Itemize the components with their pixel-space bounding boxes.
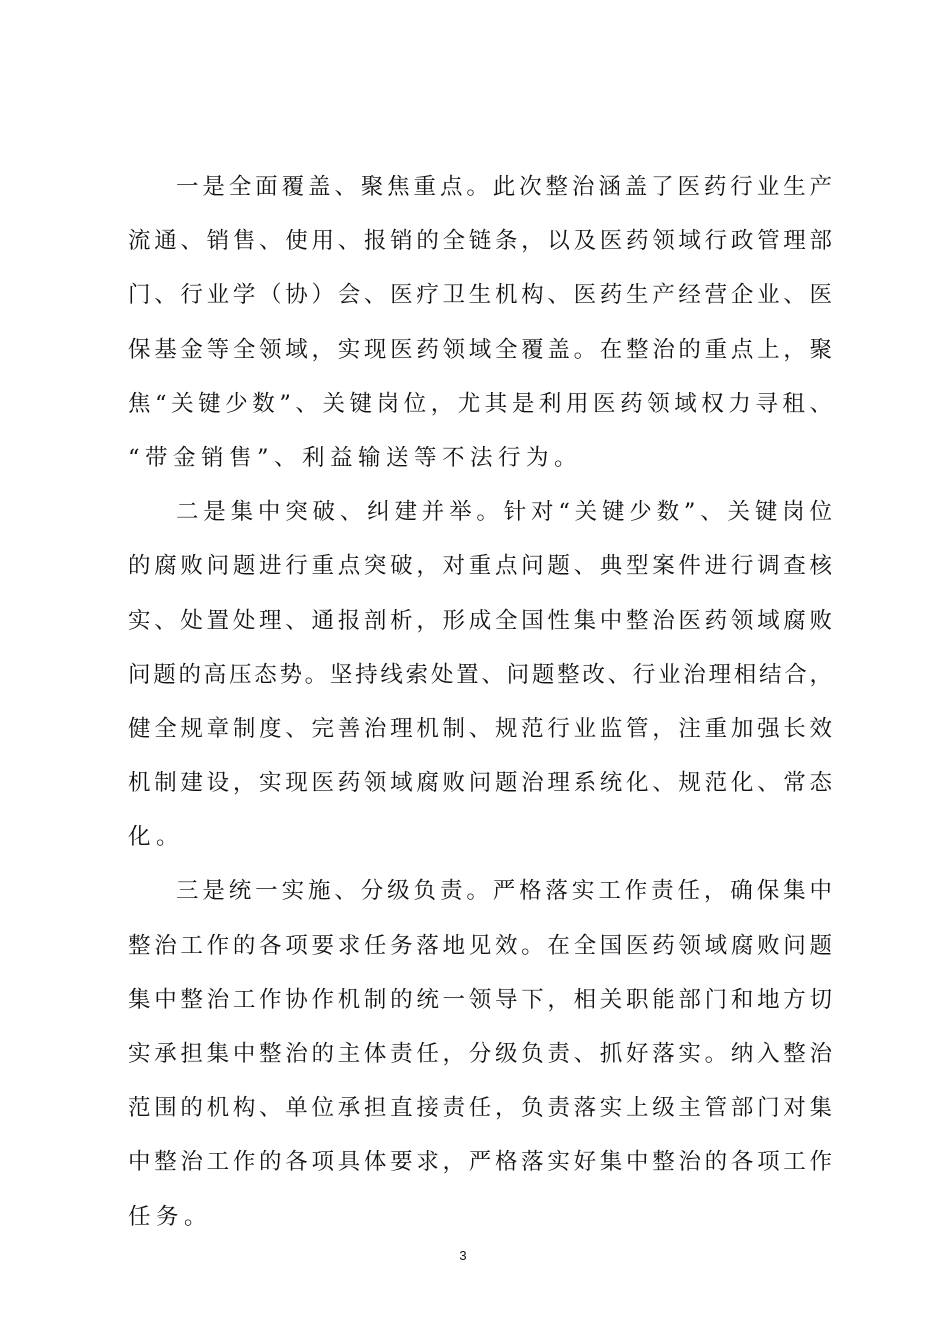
- text-line: 三是统一实施、分级负责。严格落实工作责任，确保集中: [176, 878, 832, 905]
- text-line: 一是全面覆盖、聚焦重点。此次整治涵盖了医药行业生产: [176, 174, 832, 200]
- paragraph-full-coverage: [128, 160, 832, 485]
- text-line: 二是集中突破、纠建并举。针对“关键少数”、关键岗位: [176, 499, 832, 526]
- document-body: [128, 160, 832, 1244]
- text-line: 保基金等全领域，实现医药领域全覆盖。在整治的重点上，聚: [128, 336, 832, 363]
- text-line: 整治工作的各项要求任务落地见效。在全国医药领域腐败问题: [128, 932, 832, 959]
- text-line: 实承担集中整治的主体责任，分级负责、抓好落实。纳入整治: [128, 1041, 832, 1067]
- text-line: “带金销售”、利益输送等不法行为。: [128, 444, 583, 471]
- text-line: 集中整治工作协作机制的统一领导下，相关职能部门和地方切: [128, 986, 832, 1013]
- text-line: 的腐败问题进行重点突破，对重点问题、典型案件进行调查核: [128, 553, 832, 580]
- text-line: 门、行业学（协）会、医疗卫生机构、医药生产经营企业、医: [128, 282, 832, 309]
- text-line: 流通、销售、使用、报销的全链条，以及医药领域行政管理部: [128, 228, 832, 255]
- text-line: 中整治工作的各项具体要求，严格落实好集中整治的各项工作: [128, 1149, 832, 1176]
- text-line: 化。: [128, 824, 185, 851]
- text-line: 机制建设，实现医药领域腐败问题治理系统化、规范化、常态: [128, 770, 832, 797]
- page-number: 3: [459, 1248, 467, 1263]
- paragraph-unified-implementation: [128, 864, 832, 1243]
- text-line: 健全规章制度、完善治理机制、规范行业监管，注重加强长效: [128, 715, 832, 742]
- text-line: 任务。: [128, 1203, 213, 1230]
- text-line: 焦“关键少数”、关键岗位，尤其是利用医药领域权力寻租、: [128, 390, 832, 417]
- text-line: 问题的高压态势。坚持线索处置、问题整改、行业治理相结合，: [128, 661, 832, 688]
- paragraph-focused-breakthrough: [128, 485, 832, 864]
- text-line: 范围的机构、单位承担直接责任，负责落实上级主管部门对集: [128, 1095, 832, 1122]
- text-line: 实、处置处理、通报剖析，形成全国性集中整治医药领域腐败: [128, 607, 832, 634]
